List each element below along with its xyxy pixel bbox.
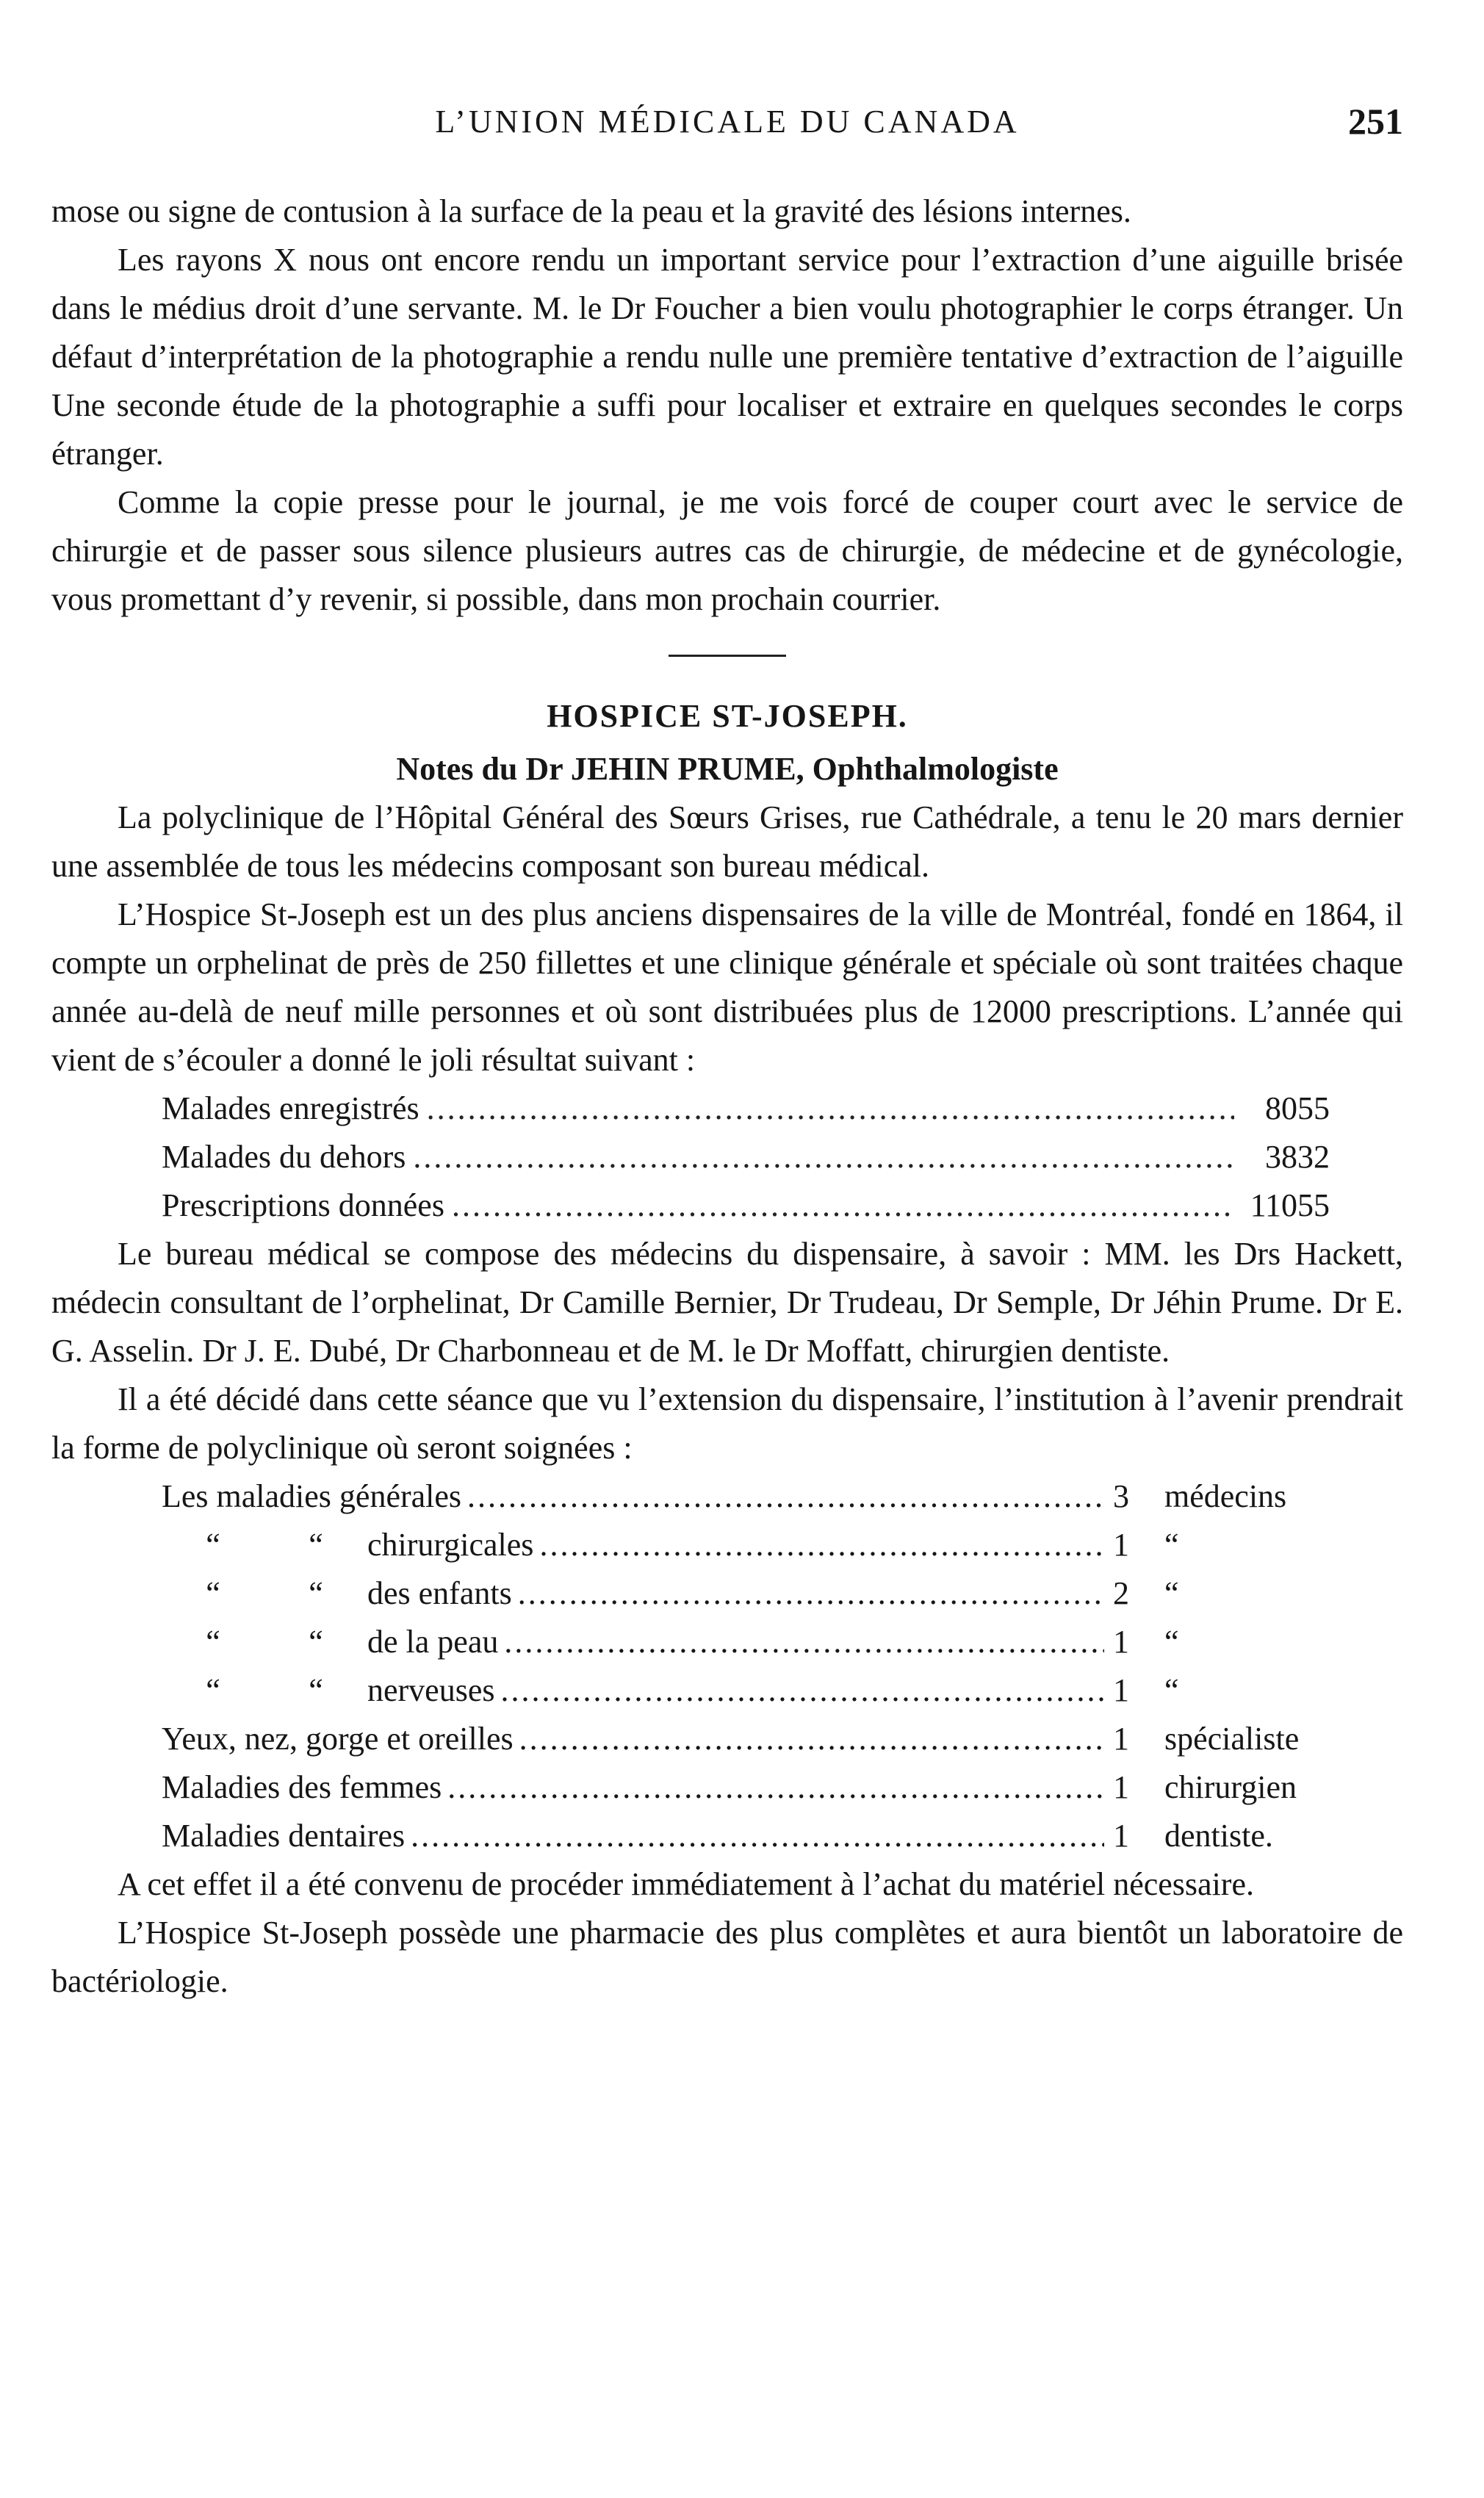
services-row-left (162, 1666, 1113, 1715)
services-row-left (162, 1569, 1113, 1618)
services-count: 3 (1113, 1478, 1129, 1514)
services-row-left (162, 1763, 1113, 1812)
services-unit: dentiste. (1164, 1818, 1273, 1854)
statistics-label: Malades du dehors (162, 1139, 406, 1175)
ditto-mark: “ (206, 1624, 220, 1660)
statistics-table (162, 1084, 1330, 1230)
statistics-label: Malades enregistrés (162, 1090, 419, 1126)
services-unit: médecins (1164, 1478, 1287, 1514)
dot-leader (539, 1521, 1104, 1569)
services-row-left (162, 1715, 1113, 1763)
page-header (51, 103, 1403, 154)
section-title: HOSPICE ST-JOSEPH. (547, 698, 908, 734)
paragraph: Il a été décidé dans cette séance que vu l’extension du dispensaire, l’institution à l’avenir prendrait la forme de polyclinique où seront soignées : (51, 1381, 1403, 1466)
dot-leader (452, 1181, 1234, 1230)
services-row (162, 1666, 1381, 1715)
ditto-mark: “ (206, 1672, 220, 1708)
dot-leader (519, 1715, 1104, 1763)
paragraph: La polyclinique de l’Hôpital Général des Sœurs Grises, rue Cathédrale, a tenu le 20 mars dernier une assemblée de tous les médecins composant son bureau médical. (51, 799, 1403, 884)
services-count: 1 (1113, 1624, 1129, 1660)
services-row (162, 1715, 1381, 1763)
ditto-mark: “ (309, 1624, 323, 1660)
services-unit: “ (1164, 1672, 1179, 1708)
services-row (162, 1763, 1381, 1812)
services-count: 1 (1113, 1672, 1129, 1708)
statistics-row (162, 1084, 1330, 1133)
ditto-mark: “ (206, 1575, 220, 1611)
statistics-row (162, 1133, 1330, 1181)
services-row (162, 1618, 1381, 1666)
dot-leader (518, 1569, 1104, 1618)
services-count: 1 (1113, 1769, 1129, 1805)
services-label: Maladies des femmes (162, 1769, 442, 1805)
services-label: Les maladies générales (162, 1478, 462, 1514)
dot-leader (427, 1084, 1234, 1133)
dot-leader (504, 1618, 1104, 1666)
services-row-left (162, 1521, 1113, 1569)
services-row-left (162, 1472, 1113, 1521)
services-count: 1 (1113, 1527, 1129, 1563)
section-divider (669, 655, 786, 657)
paragraph: Les rayons X nous ont encore rendu un important service pour l’extraction d’une aiguille brisée dans le médius droit d’une servante. M. le Dr Foucher a bien voulu photographier le corps étranger. Un défaut d’interprétation de la photographie a rendu nulle une première tentative d’extraction de l’aiguille Une seconde étude de la photographie a suffi pour localiser et extraire en quelques secondes le corps étranger. (51, 242, 1403, 472)
services-row (162, 1812, 1381, 1860)
services-row (162, 1569, 1381, 1618)
services-label: nerveuses (367, 1672, 495, 1708)
ditto-mark: “ (206, 1527, 220, 1563)
paragraph: mose ou signe de contusion à la surface de la peau et la gravité des lésions internes. (51, 193, 1131, 229)
ditto-mark: “ (309, 1575, 323, 1611)
page-body (51, 187, 1403, 2006)
services-unit: “ (1164, 1575, 1179, 1611)
paragraph: A cet effet il a été convenu de procéder immédiatement à l’achat du matériel nécessaire. (118, 1866, 1254, 1902)
statistics-label: Prescriptions données (162, 1187, 444, 1223)
services-table (162, 1472, 1381, 1860)
page-number: 251 (1348, 101, 1403, 142)
services-unit: “ (1164, 1624, 1179, 1660)
paragraph: L’Hospice St-Joseph possède une pharmacie des plus complètes et aura bientôt un laboratoire de bactériologie. (51, 1915, 1403, 1999)
services-count: 1 (1113, 1721, 1129, 1757)
paragraph: Le bureau médical se compose des médecins du dispensaire, à savoir : MM. les Drs Hackett, médecin consultant de l’orphelinat, Dr Camille Bernier, Dr Trudeau, Dr Semple, Dr Jéhin Prume. Dr E. G. Asselin. Dr J. E. Dubé, Dr Charbonneau et de M. le Dr Moffatt, chirurgien dentiste. (51, 1236, 1403, 1369)
statistics-row (162, 1181, 1330, 1230)
dot-leader (501, 1666, 1105, 1715)
dot-leader (447, 1763, 1104, 1812)
services-count: 2 (1113, 1575, 1129, 1611)
services-row-left (162, 1618, 1113, 1666)
paragraph: L’Hospice St-Joseph est un des plus anciens dispensaires de la ville de Montréal, fondé en 1864, il compte un orphelinat de près de 250 fillettes et une clinique générale et spéciale où sont traitées chaque année au-delà de neuf mille personnes et où sont distribuées plus de 12000 prescriptions. L’année qui vient de s’écouler a donné le joli résultat suivant : (51, 896, 1403, 1078)
services-label: de la peau (367, 1624, 499, 1660)
dot-leader (411, 1812, 1104, 1860)
services-unit: spécialiste (1164, 1721, 1300, 1757)
services-label: Maladies dentaires (162, 1818, 406, 1854)
statistics-value: 11055 (1250, 1187, 1330, 1223)
ditto-mark: “ (309, 1672, 323, 1708)
services-label: des enfants (367, 1575, 512, 1611)
statistics-value: 8055 (1265, 1090, 1330, 1126)
services-label: chirurgicales (367, 1527, 534, 1563)
dot-leader (467, 1472, 1104, 1521)
services-unit: “ (1164, 1527, 1179, 1563)
running-title: L’UNION MÉDICALE DU CANADA (435, 104, 1020, 140)
services-row (162, 1472, 1381, 1521)
services-unit: chirurgien (1164, 1769, 1297, 1805)
services-label: Yeux, nez, gorge et oreilles (162, 1721, 514, 1757)
services-row-left (162, 1812, 1113, 1860)
section-subtitle: Notes du Dr JEHIN PRUME, Ophthalmologiste (396, 751, 1059, 787)
paragraph: Comme la copie presse pour le journal, je me vois forcé de couper court avec le service de chirurgie et de passer sous silence plusieurs autres cas de chirurgie, de médecine et de gynécologie, vous promettant d’y revenir, si possible, dans mon prochain courrier. (51, 484, 1403, 617)
services-count: 1 (1113, 1818, 1129, 1854)
dot-leader (413, 1133, 1234, 1181)
ditto-mark: “ (309, 1527, 323, 1563)
statistics-value: 3832 (1265, 1139, 1330, 1175)
services-row (162, 1521, 1381, 1569)
